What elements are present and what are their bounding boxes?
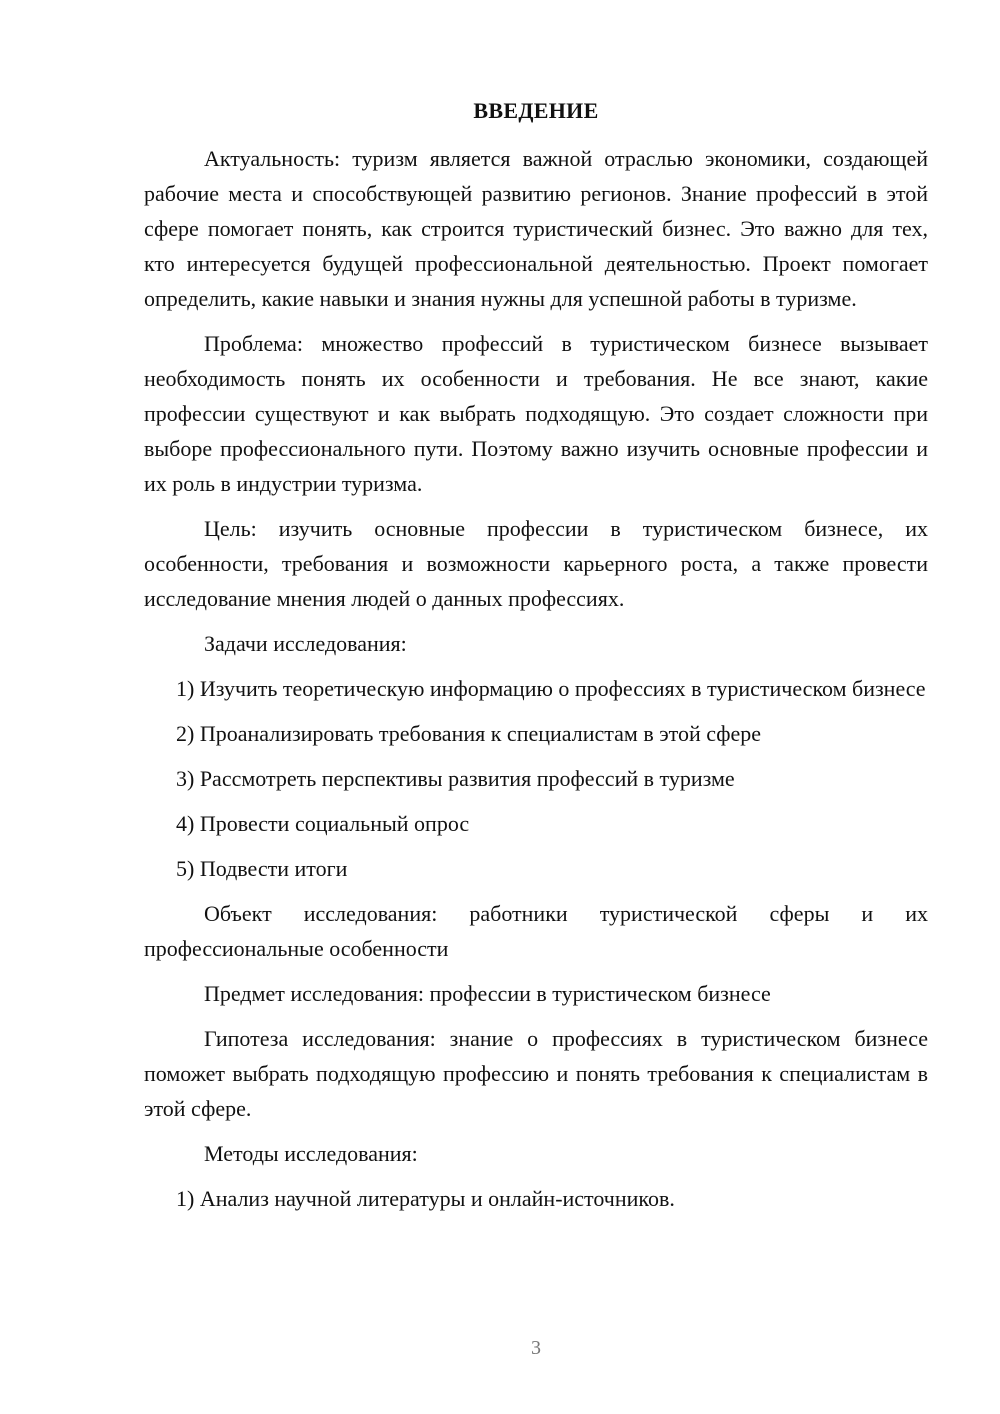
task-item-1: 1) Изучить теоретическую информацию о профессиях в туристическом бизнесе	[176, 676, 926, 701]
method-item-1: 1) Анализ научной литературы и онлайн-источников.	[176, 1186, 675, 1211]
paragraph-problem: Проблема: множество профессий в туристическом бизнесе вызывает необходимость понять их особенности и требования. Не все знают, какие профессии существуют и как выбрать подходящую. Это создает сложности при выборе профессионального пути. Поэтому важно изучить основные профессии и их роль в индустрии туризма.	[144, 331, 928, 496]
methods-heading: Методы исследования:	[204, 1141, 418, 1166]
page-number: 3	[531, 1337, 541, 1359]
tasks-heading: Задачи исследования:	[204, 631, 407, 656]
paragraph-relevance: Актуальность: туризм является важной отраслью экономики, создающей рабочие места и способствующей развитию регионов. Знание профессий в этой сфере помогает понять, как строится туристический бизнес. Это важно для тех, кто интересуется будущей профессиональной деятельностью. Проект помогает определить, какие навыки и знания нужны для успешной работы в туризме.	[144, 146, 928, 311]
section-title: ВВЕДЕНИЕ	[473, 98, 599, 123]
task-item-2: 2) Проанализировать требования к специалистам в этой сфере	[176, 721, 762, 746]
document-page	[144, 0, 928, 1414]
task-item-5: 5) Подвести итоги	[176, 856, 348, 881]
paragraph-object: Объект исследования: работники туристической сферы и их профессиональные особенности	[144, 901, 928, 961]
task-item-4: 4) Провести социальный опрос	[176, 811, 470, 836]
paragraph-goal: Цель: изучить основные профессии в туристическом бизнесе, их особенности, требования и возможности карьерного роста, а также провести исследование мнения людей о данных профессиях.	[144, 516, 928, 611]
paragraph-subject: Предмет исследования: профессии в туристическом бизнесе	[204, 981, 771, 1006]
task-item-3: 3) Рассмотреть перспективы развития профессий в туризме	[176, 766, 735, 791]
document-body	[144, 141, 928, 1226]
paragraph-hypothesis: Гипотеза исследования: знание о профессиях в туристическом бизнесе поможет выбрать подходящую профессию и понять требования к специалистам в этой сфере.	[144, 1026, 928, 1121]
